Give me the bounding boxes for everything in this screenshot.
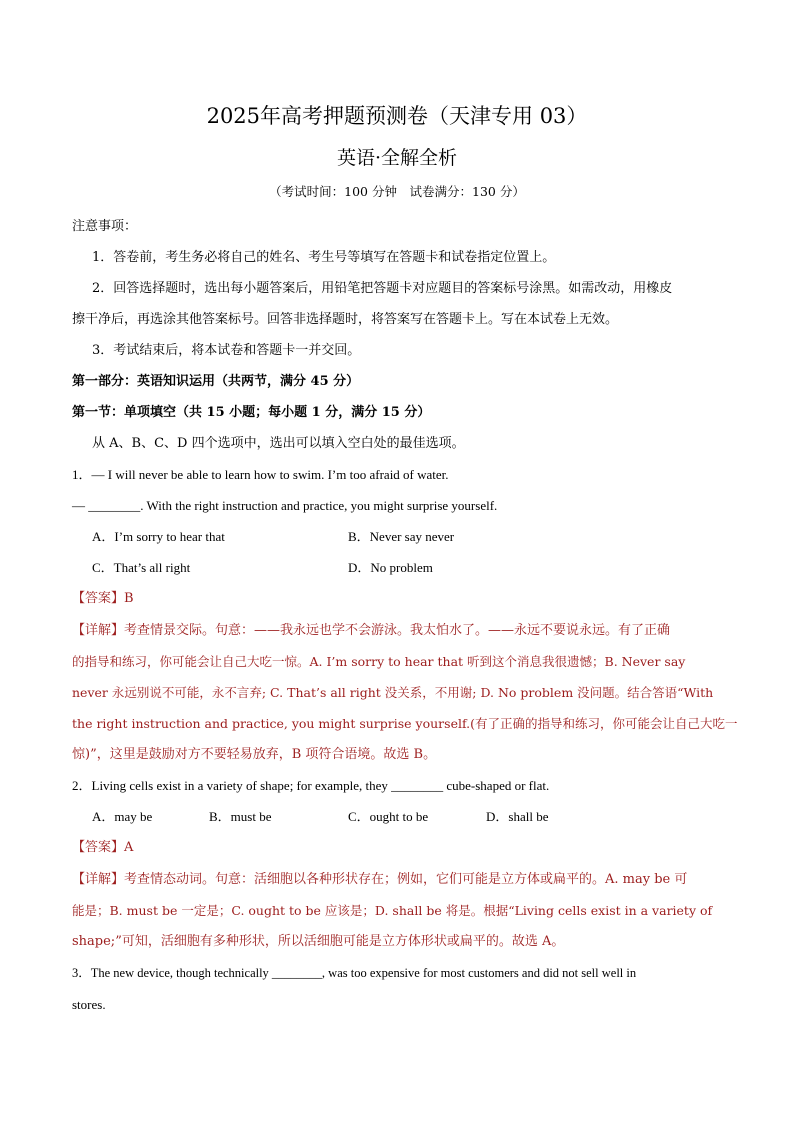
q3-line-1: 3．The new device, though technically ________, was too expensive for most customers and did not sell well in	[72, 966, 637, 980]
q2-option-c: C．ought to be	[348, 809, 429, 824]
q3-line-2: stores.	[72, 997, 106, 1012]
q2-answer: 【答案】A	[72, 840, 134, 855]
q2-option-b: B．must be	[209, 809, 272, 824]
q1-answer: 【答案】B	[72, 591, 134, 606]
page-subtitle: 英语·全解全析	[336, 147, 458, 169]
q1-line-1: 1．— I will never be able to learn how to swim. I’m too afraid of water.	[72, 467, 449, 482]
q2-detail-line-2: 能是；B. must be 一定是；C. ought to be 应该是；D. shall be 将是。根据“Living cells exist in a variety of	[72, 903, 713, 918]
q2-option-a: A．may be	[92, 809, 153, 824]
q1-detail-line-2: 的指导和练习，你可能会让自己大吃一惊。A. I’m sorry to hear that 听到这个消息我很遗憾；B. Never say	[72, 654, 686, 669]
q1-line-2: — ________. With the right instruction and practice, you might surprise yourself.	[72, 498, 498, 513]
q1-detail-line-4: the right instruction and practice, you might surprise yourself.(有了正确的指导和练习，你可能会让自己大吃一	[72, 716, 738, 731]
q2-option-d: D．shall be	[486, 809, 549, 824]
q1-detail-line-1: 【详解】考查情景交际。句意：——我永远也学不会游泳。我太怕水了。——永远不要说永远。有了正确	[72, 623, 671, 638]
q1-detail-line-3: never 永远别说不可能，永不言弃; C. That’s all right 没关系，不用谢; D. No problem 没问题。结合答语“With	[72, 685, 714, 700]
q1-option-a: A．I’m sorry to hear that	[92, 529, 225, 544]
part1-heading: 第一部分：英语知识运用（共两节，满分 45 分）	[72, 374, 360, 389]
q1-option-d: D．No problem	[348, 560, 433, 575]
q1-detail-line-5: 惊)”，这里是鼓励对方不要轻易放弃，B 项符合语境。故选 B。	[72, 747, 437, 762]
exam-info: （考试时间：100 分钟 试卷满分：130 分）	[269, 184, 525, 199]
q2-detail-line-1: 【详解】考查情态动词。句意：活细胞以各种形状存在；例如，它们可能是立方体或扁平的。A. may be 可	[72, 872, 688, 887]
section1-heading: 第一节：单项填空（共 15 小题；每小题 1 分，满分 15 分）	[72, 405, 431, 420]
q2-detail-line-3: shape;”可知，活细胞有多种形状，所以活细胞可能是立方体形状或扁平的。故选 A。	[72, 934, 565, 949]
page-title: 2025年高考押题预测卷（天津专用 03）	[206, 104, 588, 128]
notice-heading: 注意事项：	[72, 219, 138, 234]
notice-item-1: 1．答卷前，考生务必将自己的姓名、考生号等填写在答题卡和试卷指定位置上。	[92, 250, 556, 265]
section1-instruction: 从 A、B、C、D 四个选项中，选出可以填入空白处的最佳选项。	[92, 436, 465, 451]
q2-line-1: 2．Living cells exist in a variety of shape; for example, they ________ cube-shaped or flat.	[72, 778, 550, 793]
notice-item-2-line-1: 2．回答选择题时，选出每小题答案后，用铅笔把答题卡对应题目的答案标号涂黑。如需改动，用橡皮	[92, 281, 673, 296]
q1-option-c: C．That’s all right	[92, 560, 191, 575]
q1-option-b: B．Never say never	[348, 529, 455, 544]
notice-item-2-line-2: 擦干净后，再选涂其他答案标号。回答非选择题时，将答案写在答题卡上。写在本试卷上无效。	[72, 312, 619, 327]
notice-item-3: 3．考试结束后，将本试卷和答题卡一并交回。	[92, 343, 361, 358]
